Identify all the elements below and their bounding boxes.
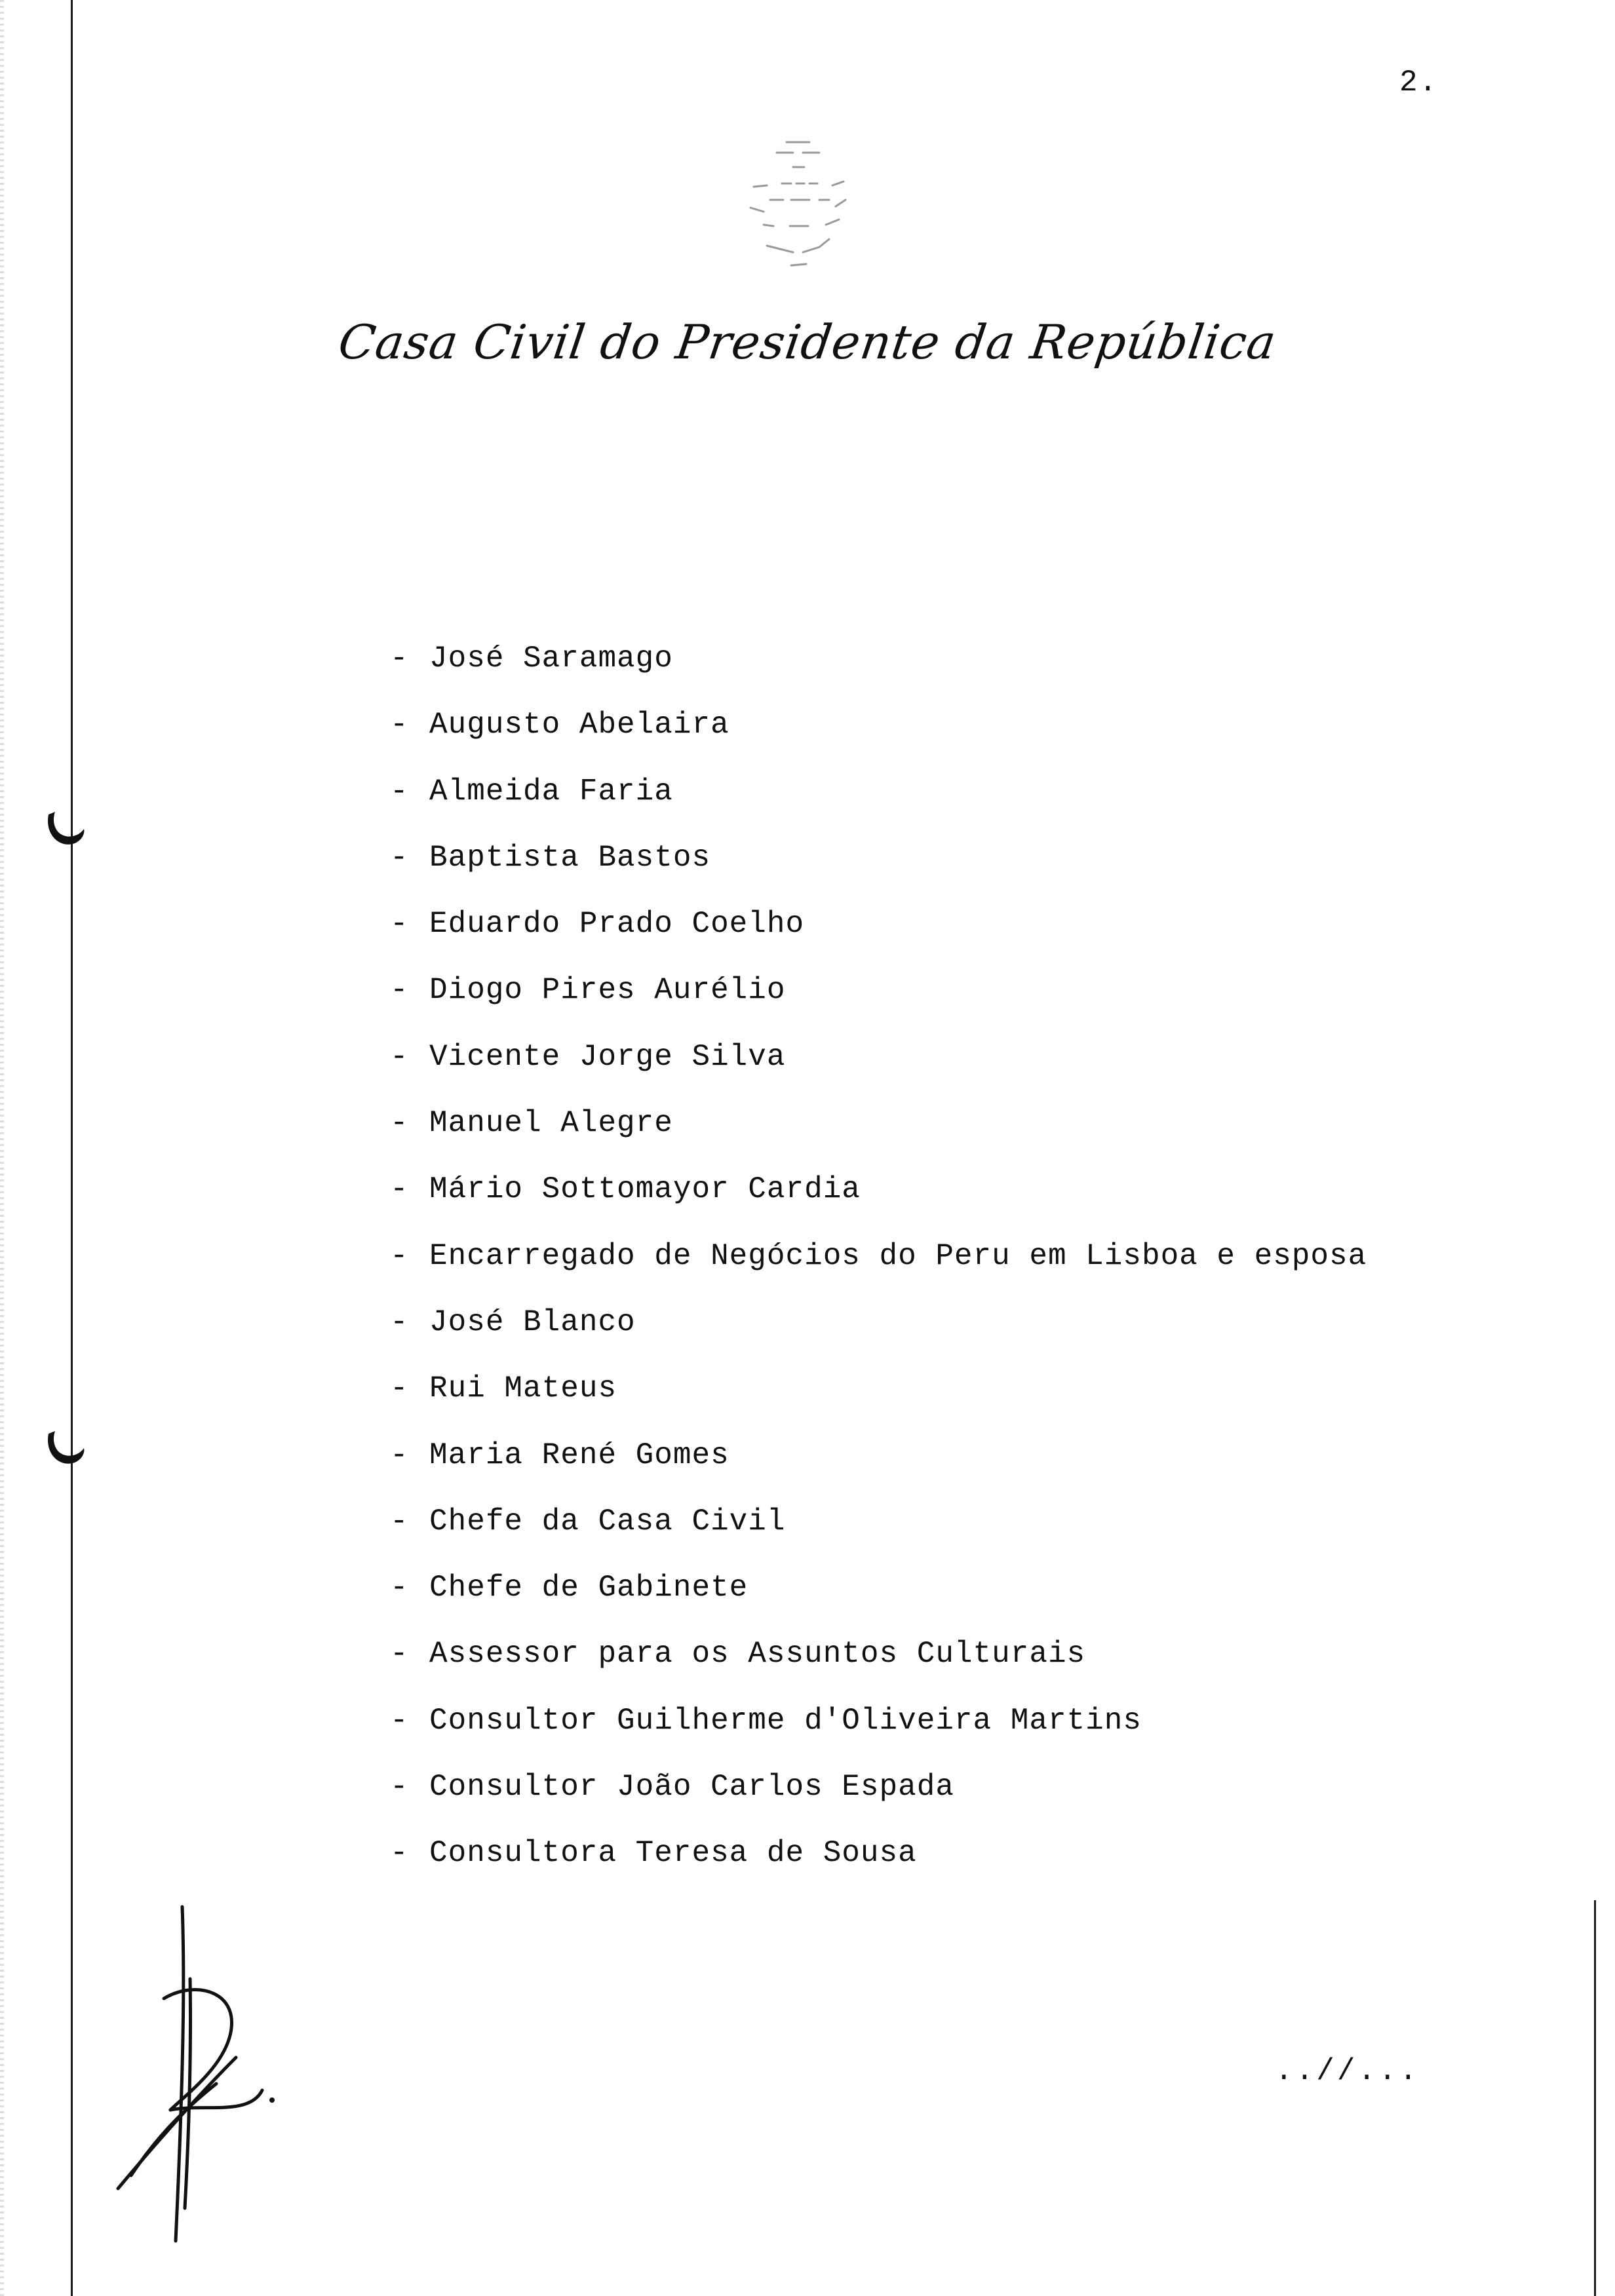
list-dash: - bbox=[390, 1504, 409, 1539]
list-item bbox=[390, 1833, 1367, 1900]
guest-name: Manuel Alegre bbox=[429, 1106, 673, 1141]
list-dash: - bbox=[390, 1637, 409, 1672]
list-dash: - bbox=[390, 840, 409, 875]
list-item bbox=[390, 1103, 1367, 1170]
guest-list bbox=[390, 639, 1367, 1900]
list-dash: - bbox=[390, 1238, 409, 1273]
list-item bbox=[390, 705, 1367, 771]
guest-name: Almeida Faria bbox=[429, 774, 673, 809]
letterhead-title: Casa Civil do Presidente da República bbox=[335, 315, 1280, 370]
guest-name: Consultor Guilherme d'Oliveira Martins bbox=[429, 1703, 1142, 1738]
list-dash: - bbox=[390, 1770, 409, 1805]
guest-name: Maria René Gomes bbox=[429, 1438, 730, 1472]
guest-name: Baptista Bastos bbox=[429, 840, 711, 875]
list-dash: - bbox=[390, 1172, 409, 1207]
list-dash: - bbox=[390, 1571, 409, 1605]
list-item bbox=[390, 1303, 1367, 1369]
list-dash: - bbox=[390, 708, 409, 742]
guest-name: Vicente Jorge Silva bbox=[429, 1039, 786, 1074]
guest-name: Mário Sottomayor Cardia bbox=[429, 1172, 861, 1207]
list-item bbox=[390, 1502, 1367, 1568]
list-item bbox=[390, 1170, 1367, 1236]
list-dash: - bbox=[390, 907, 409, 942]
list-item bbox=[390, 904, 1367, 970]
list-item bbox=[390, 772, 1367, 838]
list-item bbox=[390, 1568, 1367, 1634]
list-item bbox=[390, 970, 1367, 1037]
list-item bbox=[390, 1037, 1367, 1103]
guest-name: Eduardo Prado Coelho bbox=[429, 907, 805, 942]
guest-name: Augusto Abelaira bbox=[429, 708, 730, 742]
guest-name: Chefe de Gabinete bbox=[429, 1571, 749, 1605]
signature-icon bbox=[98, 1900, 295, 2261]
list-dash: - bbox=[390, 1836, 409, 1871]
list-dash: - bbox=[390, 641, 409, 676]
guest-name: Diogo Pires Aurélio bbox=[429, 973, 786, 1008]
guest-name: José Blanco bbox=[429, 1305, 636, 1339]
list-dash: - bbox=[390, 774, 409, 809]
guest-name: Encarregado de Negócios do Peru em Lisboa e esposa bbox=[429, 1238, 1367, 1273]
punch-hole-icon bbox=[41, 803, 93, 855]
list-dash: - bbox=[390, 1039, 409, 1074]
right-margin-line bbox=[1594, 1900, 1596, 2296]
guest-name: Chefe da Casa Civil bbox=[429, 1504, 786, 1539]
list-dash: - bbox=[390, 1371, 409, 1406]
list-dash: - bbox=[390, 1305, 409, 1339]
guest-name: Assessor para os Assuntos Culturais bbox=[429, 1637, 1086, 1672]
list-item bbox=[390, 1436, 1367, 1502]
punch-hole-icon bbox=[41, 1422, 93, 1474]
list-item bbox=[390, 1236, 1367, 1303]
continuation-mark: ..//... bbox=[1275, 2054, 1420, 2088]
list-dash: - bbox=[390, 1438, 409, 1472]
guest-name: Rui Mateus bbox=[429, 1371, 617, 1406]
page-number: 2. bbox=[1399, 66, 1439, 100]
list-dash: - bbox=[390, 973, 409, 1008]
list-item bbox=[390, 1634, 1367, 1700]
guest-name: José Saramago bbox=[429, 641, 673, 676]
list-item bbox=[390, 639, 1367, 705]
list-item bbox=[390, 838, 1367, 904]
list-dash: - bbox=[390, 1703, 409, 1738]
coat-of-arms-icon bbox=[731, 134, 865, 282]
list-item bbox=[390, 1767, 1367, 1833]
list-item bbox=[390, 1369, 1367, 1435]
guest-name: Consultor João Carlos Espada bbox=[429, 1770, 954, 1805]
guest-name: Consultora Teresa de Sousa bbox=[429, 1836, 917, 1871]
list-dash: - bbox=[390, 1106, 409, 1141]
list-item bbox=[390, 1701, 1367, 1767]
